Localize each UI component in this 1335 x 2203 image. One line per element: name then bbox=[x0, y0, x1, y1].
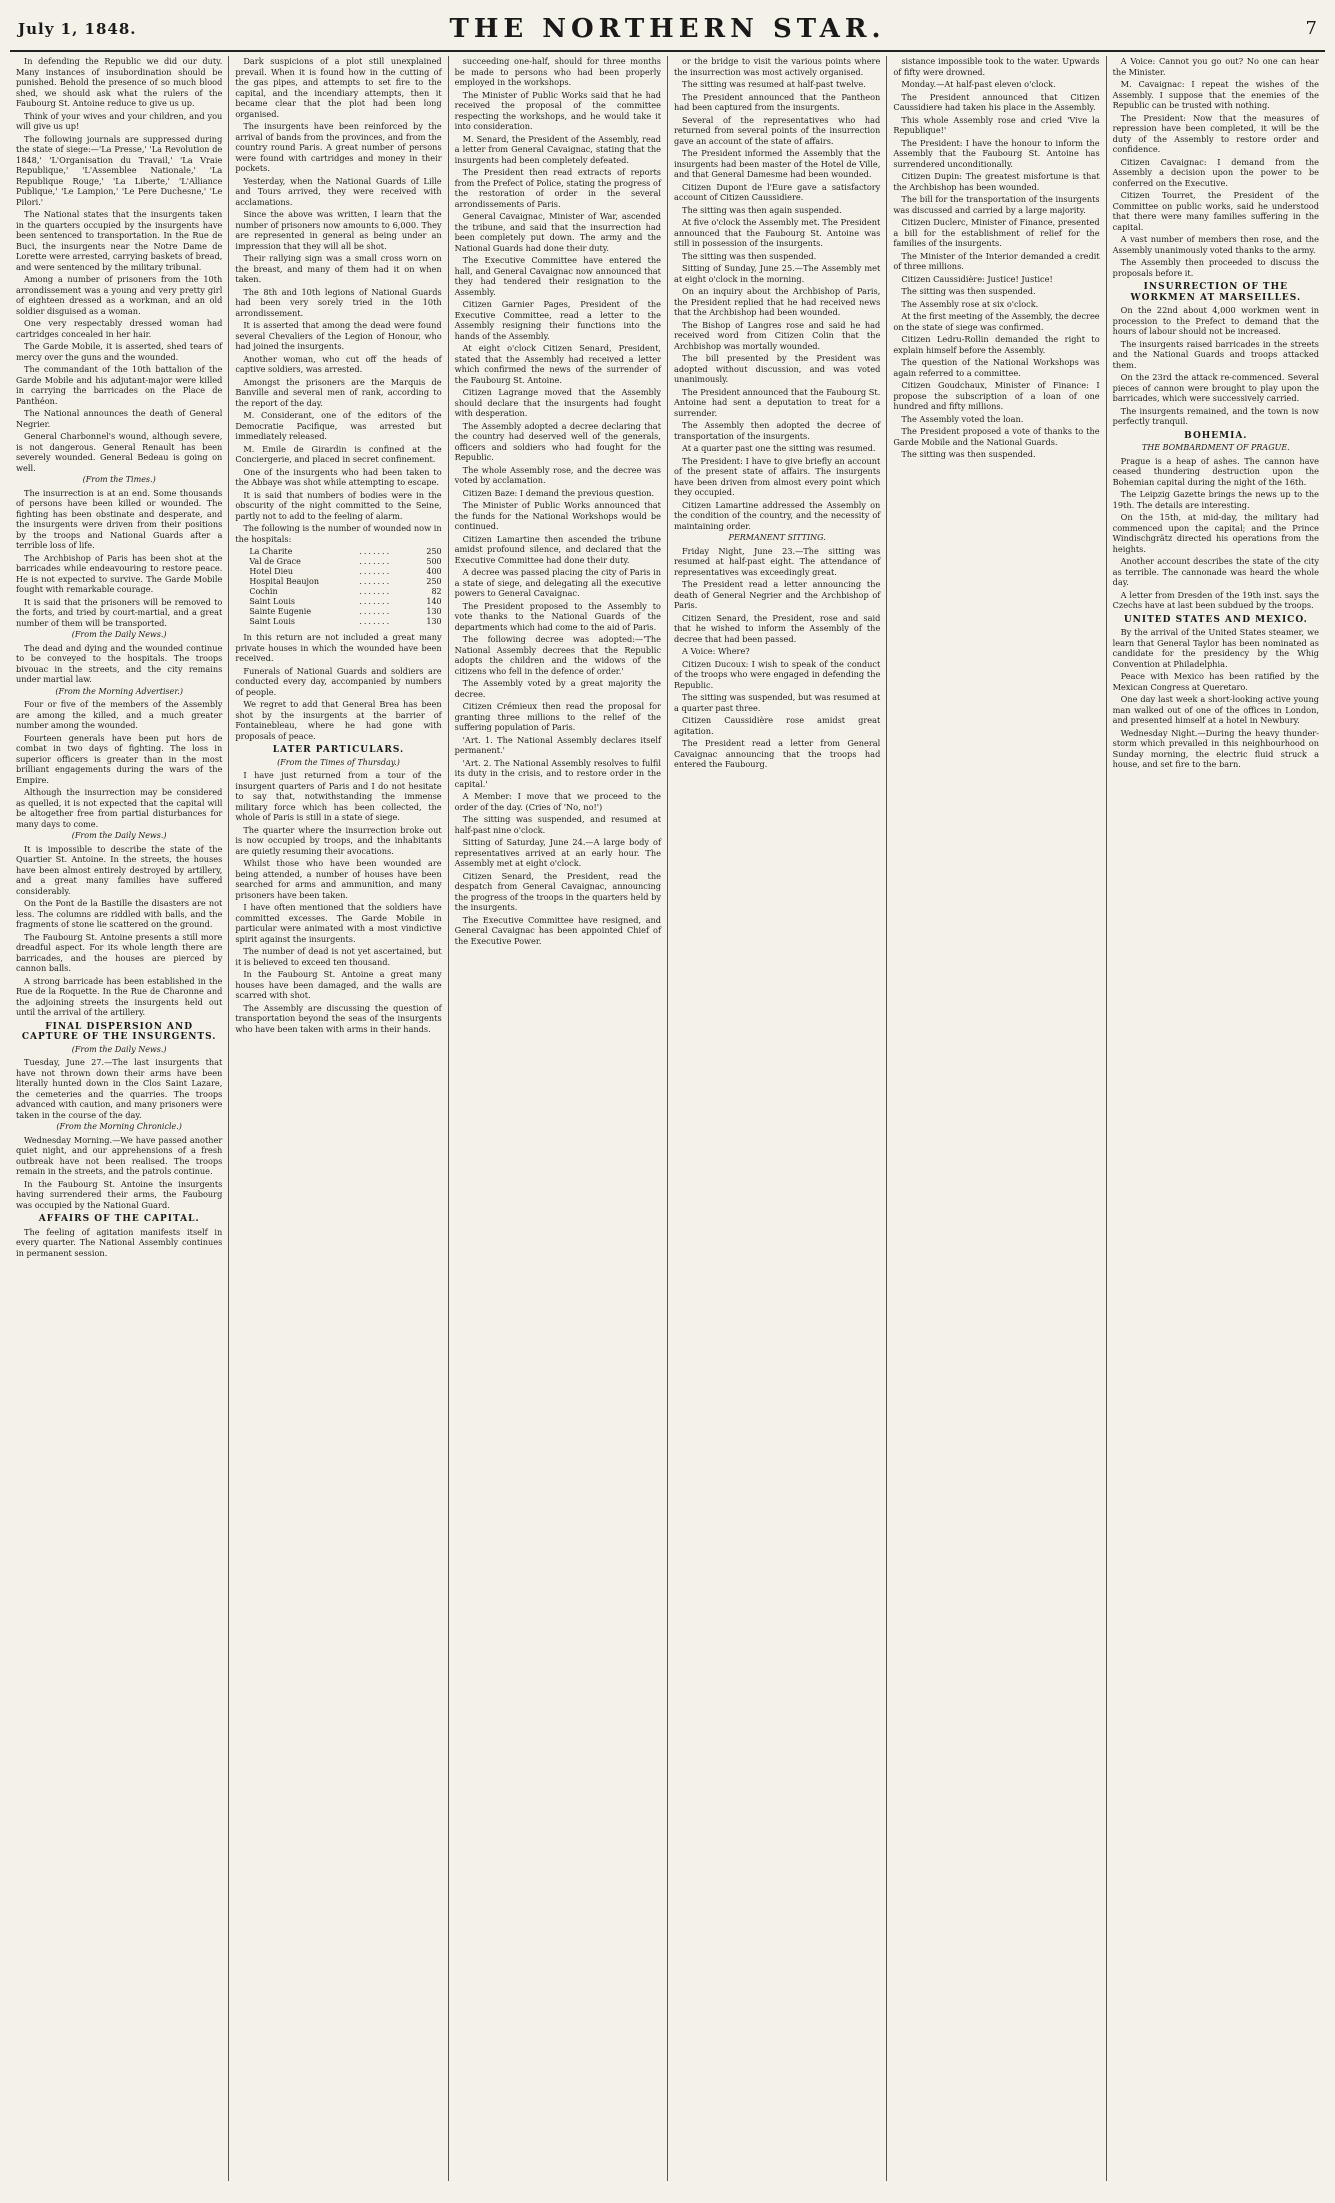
article-paragraph: The President read a letter from General Cavaignac announcing that the troops had entered the Faubourg. bbox=[673, 738, 881, 769]
article-paragraph: Citizen Dupont de l'Eure gave a satisfactory account of Citizen Caussidiere. bbox=[673, 181, 881, 202]
article-paragraph: Yesterday, when the National Guards of Lille and Tours arrived, they were received with acclamations. bbox=[235, 175, 442, 207]
leader-dots: ....... bbox=[359, 577, 392, 586]
article-paragraph: Whilst those who have been wounded are being attended, a number of houses have been searched for arms and ammunition, and many prisoners have been taken. bbox=[235, 858, 442, 900]
article-paragraph: Citizen Dupin: The greatest misfortune is that the Archbishop has been wounded. bbox=[893, 171, 1100, 192]
article-paragraph: Citizen Duclerc, Minister of Finance, presented a bill for the establishment of relief for the families of the insurgents. bbox=[893, 217, 1100, 248]
table-row bbox=[249, 607, 441, 617]
article-paragraph: Although the insurrection may be considered as quelled, it is not expected that the capital will be altogether free from partial disturbances for many days to come. bbox=[16, 787, 223, 829]
article-paragraph: 'Art. 2. The National Assembly resolves to fulfil its duty in the crisis, and to restore order in the capital.' bbox=[454, 757, 661, 789]
article-paragraph: M. Senard, the President of the Assembly, read a letter from General Cavaignac, stating that the insurgents had been completely defeated. bbox=[454, 133, 661, 165]
article-paragraph: The commandant of the 10th battalion of the Garde Mobile and his adjutant-major were killed in carrying the barricades on the Place de Panthéon. bbox=[16, 364, 223, 406]
article-paragraph: Citizen Ledru-Rollin demanded the right to explain himself before the Assembly. bbox=[893, 334, 1100, 355]
issue-date: July 1, 1848. bbox=[18, 20, 137, 38]
article-paragraph: The number of dead is not yet ascertained, but it is believed to exceed ten thousand. bbox=[235, 946, 442, 967]
article-paragraph: The sitting was then suspended. bbox=[901, 449, 1036, 459]
article-paragraph: Citizen Cavaignac: I demand from the Assembly a decision upon the power to be conferred on the Executive. bbox=[1112, 156, 1319, 188]
article-paragraph: In the Faubourg St. Antoine the insurgents having surrendered their arms, the Faubourg was occupied by the National Guard. bbox=[16, 1178, 223, 1210]
newspaper-page bbox=[10, 10, 1325, 2183]
text-column bbox=[10, 56, 229, 2181]
article-paragraph: The National states that the insurgents taken in the quarters occupied by the insurgents have been sentenced to transportation. In the Rue de Buci, the insurgents near the Notre Dame de Lorette were arrested, carrying baskets of bread, and were sentenced by the military tribunal. bbox=[16, 209, 223, 272]
section-heading: THE BOMBARDMENT OF PRAGUE. bbox=[1141, 443, 1290, 452]
article-paragraph: The Faubourg St. Antoine presents a still more dreadful aspect. For its whole length there are barricades, and the houses are pierced by cannon balls. bbox=[16, 931, 223, 973]
section-heading: (From the Times of Thursday.) bbox=[277, 757, 400, 767]
article-paragraph: The Garde Mobile, it is asserted, shed tears of mercy over the guns and the wounded. bbox=[16, 341, 223, 362]
masthead bbox=[10, 10, 1325, 52]
article-paragraph: Amongst the prisoners are the Marquis de Banville and several men of rank, according to the report of the day. bbox=[235, 376, 442, 408]
article-paragraph: The President announced that the Pantheon had been captured from the insurgents. bbox=[673, 91, 881, 112]
article-paragraph: This whole Assembly rose and cried 'Vive la Republique!' bbox=[893, 114, 1100, 135]
article-paragraph: Several of the representatives who had returned from several points of the insurrection gave an account of the state of affairs. bbox=[673, 114, 881, 146]
article-paragraph: The sitting was then suspended. bbox=[901, 286, 1036, 296]
article-paragraph: Tuesday, June 27.—The last insurgents that have not thrown down their arms have been literally hunted down in the Clos Saint Lazare, the cemeteries and the quarries. The troops advanced with caution, and many prisoners were taken in the course of the day. bbox=[16, 1057, 223, 1120]
article-paragraph: or the bridge to visit the various points where the insurrection was most actively organised. bbox=[673, 56, 881, 77]
leader-dots: ....... bbox=[359, 567, 392, 576]
wounded-count: 500 bbox=[426, 557, 442, 566]
article-paragraph: Citizen Tourret, the President of the Committee on public works, said he understood that there were many families suffering in the capital. bbox=[1112, 190, 1319, 232]
article-paragraph: Among a number of prisoners from the 10th arrondissement was a young and very pretty girl of eighteen dressed as a workman, and an old soldier disguised as a woman. bbox=[16, 274, 223, 316]
article-paragraph: At the first meeting of the Assembly, the decree on the state of siege was confirmed. bbox=[893, 311, 1100, 332]
article-paragraph: The President proposed a vote of thanks to the Garde Mobile and the National Guards. bbox=[893, 426, 1100, 447]
section-heading: LATER PARTICULARS. bbox=[272, 745, 405, 755]
article-paragraph: Dark suspicions of a plot still unexplained prevail. When it is found how in the cutting of the gas pipes, and attempts to set fire to the capital, and the incendiary attempts, then it became clear that the plot had been long organised. bbox=[235, 56, 442, 119]
article-paragraph: The sitting was resumed at half-past twelve. bbox=[681, 79, 866, 89]
article-paragraph: The insurgents have been reinforced by the arrival of bands from the provinces, and from the country round Paris. A great number of persons were found with cartridges and money in their pockets. bbox=[235, 121, 442, 173]
article-paragraph: The Leipzig Gazette brings the news up to the 19th. The details are interesting. bbox=[1112, 489, 1319, 510]
article-paragraph: General Charbonnel's wound, although severe, is not dangerous. General Renault has been severely wounded. General Bedeau is going on well. bbox=[16, 431, 223, 473]
hospital-name: Saint Louis bbox=[249, 617, 295, 626]
section-heading: (From the Morning Advertiser.) bbox=[55, 686, 183, 696]
table-row bbox=[249, 597, 441, 607]
article-paragraph: The insurrection is at an end. Some thousands of persons have been killed or wounded. The fighting has been obstinate and desperate, and the insurgents were driven from their positions by the troops and National Guards after a terrible loss of life. bbox=[16, 487, 223, 550]
hospital-table bbox=[249, 547, 441, 627]
table-row bbox=[249, 577, 441, 587]
article-paragraph: The dead and dying and the wounded continue to be conveyed to the hospitals. The troops bivouac in the streets, and the city remains under martial law. bbox=[16, 642, 223, 684]
article-paragraph: One of the insurgents who had been taken to the Abbaye was shot while attempting to escape. bbox=[235, 466, 442, 487]
article-paragraph: The President read a letter announcing the death of General Negrier and the Archbishop of Paris. bbox=[673, 579, 881, 610]
leader-dots: ....... bbox=[359, 587, 392, 596]
article-paragraph: On the 22nd about 4,000 workmen went in procession to the Prefect to demand that the hours of labour should not be increased. bbox=[1112, 305, 1319, 336]
article-paragraph: 'Art. 1. The National Assembly declares itself permanent.' bbox=[454, 734, 661, 755]
article-paragraph: The Assembly voted the loan. bbox=[901, 413, 1024, 424]
article-paragraph: One day last week a short-looking active young man walked out of one of the offices in London, and presented himself at a hotel in Newbury. bbox=[1112, 694, 1319, 725]
article-paragraph: Think of your wives and your children, and you will give us up! bbox=[16, 110, 223, 131]
article-paragraph: Citizen Senard, the President, read the despatch from General Cavaignac, announcing the progress of the troops in the quarters held by the insurgents. bbox=[454, 870, 661, 912]
article-paragraph: Citizen Baze: I demand the previous question. bbox=[462, 487, 655, 498]
section-heading: (From the Daily News.) bbox=[71, 831, 167, 840]
article-paragraph: Another woman, who cut off the heads of captive soldiers, was arrested. bbox=[235, 353, 442, 374]
article-paragraph: The bill presented by the President was adopted without discussion, and was voted unanimously. bbox=[673, 353, 881, 384]
section-heading: (From the Daily News.) bbox=[71, 630, 167, 639]
article-paragraph: In defending the Republic we did our duty. Many instances of insubordination should be punished. Behold the presence of so much blood shed, we should ask what the rulers of the Faubourg St. Antoine reduce to give us up. bbox=[16, 56, 223, 108]
section-heading: FINAL DISPERSION AND CAPTURE OF THE INSURGENTS. bbox=[21, 1021, 217, 1042]
article-paragraph: Citizen Goudchaux, Minister of Finance: I propose the subscription of a loan of one hundred and fifty millions. bbox=[893, 380, 1100, 411]
hospital-name: Hospital Beaujon bbox=[249, 577, 319, 586]
section-heading: PERMANENT SITTING. bbox=[728, 533, 826, 542]
article-paragraph: The Minister of Public Works said that he had received the proposal of the committee respecting the workshops, and he would take it into consideration. bbox=[454, 89, 661, 131]
article-paragraph: It is asserted that among the dead were found several Chevaliers of the Legion of Honour, who had joined the insurgents. bbox=[235, 320, 442, 351]
wounded-count: 82 bbox=[431, 587, 442, 596]
article-paragraph: The sitting was then again suspended. bbox=[681, 204, 842, 215]
article-paragraph: Friday Night, June 23.—The sitting was resumed at half-past eight. The attendance of representatives was exceedingly great. bbox=[673, 545, 881, 577]
article-paragraph: Citizen Caussidière rose amidst great agitation. bbox=[673, 715, 881, 736]
article-paragraph: Peace with Mexico has been ratified by the Mexican Congress at Queretaro. bbox=[1112, 671, 1319, 692]
section-heading: UNITED STATES AND MEXICO. bbox=[1123, 614, 1308, 625]
article-paragraph: Monday.—At half-past eleven o'clock. bbox=[901, 79, 1056, 89]
leader-dots: ....... bbox=[359, 617, 392, 626]
section-heading: (From the Daily News.) bbox=[71, 1044, 167, 1054]
article-paragraph: I have often mentioned that the soldiers have committed excesses. The Garde Mobile in particular were animated with a most vindictive spirit against the insurgents. bbox=[235, 902, 442, 944]
article-paragraph: The Assembly then adopted the decree of transportation of the insurgents. bbox=[673, 420, 881, 441]
article-paragraph: On the 15th, at mid-day, the military had commenced upon the capital; and the Prince Windischgrätz directed his operations from the heights. bbox=[1112, 512, 1319, 554]
article-paragraph: A Voice: Where? bbox=[681, 646, 750, 656]
leader-dots: ....... bbox=[359, 607, 392, 616]
article-paragraph: Four or five of the members of the Assembly are among the killed, and a much greater number among the wounded. bbox=[16, 699, 223, 730]
article-paragraph: A decree was passed placing the city of Paris in a state of siege, and delegating all the executive powers to General Cavaignac. bbox=[454, 567, 661, 598]
article-paragraph: It is said that numbers of bodies were in the obscurity of the night committed to the Seine, partly not to add to the feeling of alarm. bbox=[235, 489, 442, 521]
article-paragraph: The National announces the death of General Negrier. bbox=[16, 408, 223, 429]
article-paragraph: Citizen Garnier Pages, President of the Executive Committee, read a letter to the Assembly resigning their functions into the hands of the Assembly. bbox=[454, 299, 661, 341]
text-column bbox=[449, 56, 668, 2181]
article-paragraph: A Voice: Cannot you go out? No one can hear the Minister. bbox=[1112, 56, 1319, 77]
article-paragraph: Another account describes the state of the city as terrible. The cannonade was heard the whole day. bbox=[1112, 556, 1319, 587]
article-paragraph: The Assembly then proceeded to discuss the proposals before it. bbox=[1112, 257, 1319, 278]
table-row bbox=[249, 587, 441, 597]
wounded-count: 130 bbox=[426, 607, 442, 616]
article-paragraph: Sitting of Saturday, June 24.—A large body of representatives arrived at an early hour. The Assembly met at eight o'clock. bbox=[454, 837, 661, 868]
article-paragraph: The Minister of the Interior demanded a credit of three millions. bbox=[893, 250, 1100, 271]
hospital-name: Val de Grace bbox=[249, 557, 301, 566]
article-paragraph: At eight o'clock Citizen Senard, President, stated that the Assembly had received a letter which confirmed the news of the surrender of the Faubourg St. Antoine. bbox=[454, 343, 661, 385]
article-paragraph: A strong barricade has been established in the Rue de la Roquette. In the Rue de Charonne and the adjoining streets the insurgents held out until the arrival of the artillery. bbox=[16, 975, 223, 1017]
article-paragraph: Citizen Caussidière: Justice! Justice! bbox=[901, 273, 1053, 284]
article-paragraph: Citizen Crémieux then read the proposal for granting three millions to the relief of the suffering population of Paris. bbox=[454, 701, 661, 732]
article-paragraph: The Assembly rose at six o'clock. bbox=[901, 298, 1039, 309]
article-paragraph: I have just returned from a tour of the insurgent quarters of Paris and I do not hesitate to say that, notwithstanding the immense military force which has been collected, the whole of Paris is still in a state of siege. bbox=[235, 770, 442, 822]
article-paragraph: Citizen Lamartine then ascended the tribune amidst profound silence, and declared that the Executive Committee had done their duty. bbox=[454, 533, 661, 565]
article-paragraph: The following is the number of wounded now in the hospitals: bbox=[235, 523, 442, 544]
article-paragraph: On an inquiry about the Archbishop of Paris, the President replied that he had received news that the Archbishop had been wounded. bbox=[673, 286, 881, 317]
section-heading: BOHEMIA. bbox=[1184, 430, 1248, 441]
article-paragraph: A Member: I move that we proceed to the order of the day. (Cries of 'No, no!') bbox=[454, 791, 661, 812]
article-paragraph: M. Considerant, one of the editors of the Democratie Pacifique, was arrested but immediately released. bbox=[235, 410, 442, 441]
wounded-count: 250 bbox=[426, 577, 442, 586]
article-paragraph: Fourteen generals have been put hors de combat in two days of fighting. The loss in superior officers is greater than in the most brilliant engagements during the wars of the Empire. bbox=[16, 732, 223, 785]
article-paragraph: The insurgents raised barricades in the streets and the National Guards and troops attacked them. bbox=[1112, 338, 1319, 370]
article-paragraph: One very respectably dressed woman had cartridges concealed in her hair. bbox=[16, 318, 223, 339]
wounded-count: 140 bbox=[426, 597, 442, 606]
text-column bbox=[668, 56, 887, 2181]
article-paragraph: The President then read extracts of reports from the Prefect of Police, stating the progress of the restoration of order in the several arrondissements of Paris. bbox=[454, 167, 661, 209]
article-columns bbox=[10, 56, 1325, 2181]
hospital-name: Hotel Dieu bbox=[249, 567, 294, 576]
article-paragraph: In this return are not included a great many private houses in which the wounded have been received. bbox=[235, 632, 442, 663]
article-paragraph: The sitting was suspended, but was resumed at a quarter past three. bbox=[673, 692, 881, 713]
article-paragraph: It is said that the prisoners will be removed to the forts, and tried by court-martial, and a great number of them will be transported. bbox=[16, 596, 223, 628]
article-paragraph: Citizen Lagrange moved that the Assembly should declare that the insurgents had fought with desperation. bbox=[454, 387, 661, 418]
article-paragraph: A vast number of members then rose, and the Assembly unanimously voted thanks to the army. bbox=[1112, 234, 1319, 255]
article-paragraph: It is impossible to describe the state of the Quartier St. Antoine. In the streets, the houses have been almost entirely destroyed by artillery, and a great many families have suffered considerably. bbox=[16, 843, 223, 896]
article-paragraph: Citizen Ducoux: I wish to speak of the conduct of the troops who were engaged in defending the Republic. bbox=[673, 658, 881, 690]
article-paragraph: Since the above was written, I learn that the number of prisoners now amounts to 6,000. They are represented in general as being under an impression that they will all be shot. bbox=[235, 209, 442, 251]
section-heading: INSURRECTION OF THE WORKMEN AT MARSEILLES. bbox=[1130, 282, 1302, 303]
leader-dots: ....... bbox=[359, 597, 392, 606]
wounded-count: 130 bbox=[426, 617, 442, 626]
section-heading: AFFAIRS OF THE CAPITAL. bbox=[38, 1214, 200, 1224]
article-paragraph: M. Cavaignac: I repeat the wishes of the Assembly. I suppose that the enemies of the Republic can be trusted with nothing. bbox=[1112, 79, 1319, 110]
article-paragraph: The sitting was suspended, and resumed at half-past nine o'clock. bbox=[454, 814, 661, 835]
article-paragraph: succeeding one-half, should for three months be made to persons who had been properly employed in the workshops. bbox=[454, 56, 661, 87]
article-paragraph: The President informed the Assembly that the insurgents had been master of the Hotel de Ville, and that General Damesme had been wounded. bbox=[673, 148, 881, 179]
article-paragraph: The insurgents remained, and the town is now perfectly tranquil. bbox=[1112, 405, 1319, 426]
article-paragraph: General Cavaignac, Minister of War, ascended the tribune, and said that the insurrection had been completely put down. The army and the National Guards had done their duty. bbox=[454, 211, 661, 253]
article-paragraph: The President announced that the Faubourg St. Antoine had sent a deputation to treat for a surrender. bbox=[673, 386, 881, 418]
article-paragraph: The Minister of Public Works announced that the funds for the National Workshops would be continued. bbox=[454, 500, 661, 531]
article-paragraph: The whole Assembly rose, and the decree was voted by acclamation. bbox=[454, 464, 661, 485]
article-paragraph: The President: I have the honour to inform the Assembly that the Faubourg St. Antoine has surrendered unconditionally. bbox=[893, 137, 1100, 169]
article-paragraph: In the Faubourg St. Antoine a great many houses have been damaged, and the walls are scarred with shot. bbox=[235, 969, 442, 1000]
hospital-name: Saint Louis bbox=[249, 597, 295, 606]
wounded-count: 400 bbox=[426, 567, 442, 576]
table-row bbox=[249, 547, 441, 557]
article-paragraph: The bill for the transportation of the insurgents was discussed and carried by a large majority. bbox=[893, 194, 1100, 215]
article-paragraph: The Bishop of Langres rose and said he had received word from Citizen Colin that the Archbishop was mortally wounded. bbox=[673, 319, 881, 351]
wounded-count: 250 bbox=[426, 547, 442, 556]
hospital-name: Sainte Eugenie bbox=[249, 607, 312, 616]
article-paragraph: On the Pont de la Bastille the disasters are not less. The columns are riddled with balls, and the fragments of stone lie scattered on the ground. bbox=[16, 898, 223, 929]
article-paragraph: The following decree was adopted:—'The National Assembly decrees that the Republic adopts the children and the widows of the citizens who fell in the defence of order.' bbox=[454, 634, 661, 676]
text-column bbox=[887, 56, 1106, 2181]
article-paragraph: By the arrival of the United States steamer, we learn that General Taylor has been nominated as candidate for the presidency by the Whig Convention at Philadelphia. bbox=[1112, 627, 1319, 669]
article-paragraph: Funerals of National Guards and soldiers are conducted every day, accompanied by numbers of people. bbox=[235, 665, 442, 697]
article-paragraph: The President: Now that the measures of repression have been completed, it will be the duty of the Assembly to restore order and confidence. bbox=[1112, 112, 1319, 154]
section-heading: (From the Morning Chronicle.) bbox=[56, 1122, 182, 1131]
article-paragraph: The feeling of agitation manifests itself in every quarter. The National Assembly continues in permanent session. bbox=[16, 1226, 223, 1258]
page-number: 7 bbox=[1305, 18, 1317, 39]
article-paragraph: The Assembly are discussing the question of transportation beyond the seas of the insurgents who have been taken with arms in their hands. bbox=[235, 1002, 442, 1034]
article-paragraph: The Assembly adopted a decree declaring that the country had deserved well of the generals, officers and soldiers who had fought for the Republic. bbox=[454, 420, 661, 462]
section-heading: (From the Times.) bbox=[82, 475, 156, 484]
article-paragraph: The Executive Committee have resigned, and General Cavaignac has been appointed Chief of the Executive Power. bbox=[454, 914, 661, 946]
text-column bbox=[229, 56, 448, 2181]
text-column bbox=[1107, 56, 1325, 2181]
table-row bbox=[249, 567, 441, 577]
table-row bbox=[249, 557, 441, 567]
article-paragraph: The sitting was then suspended. bbox=[681, 250, 817, 261]
leader-dots: ....... bbox=[359, 557, 392, 566]
article-paragraph: The question of the National Workshops was again referred to a committee. bbox=[893, 357, 1100, 378]
leader-dots: ....... bbox=[359, 547, 392, 556]
article-paragraph: Their rallying sign was a small cross worn on the breast, and many of them had it on when taken. bbox=[235, 253, 442, 284]
article-paragraph: We regret to add that General Brea has been shot by the insurgents at the barrier of Fontainebleau, where he had gone with proposals of peace. bbox=[235, 699, 442, 741]
article-paragraph: Wednesday Morning.—We have passed another quiet night, and our apprehensions of a fresh outbreak have not been realised. The troops remain in the streets, and the patrols continue. bbox=[16, 1134, 223, 1176]
article-paragraph: M. Emile de Girardin is confined at the Conciergerie, and placed in secret confinement. bbox=[235, 443, 442, 464]
article-paragraph: A letter from Dresden of the 19th inst. says the Czechs have at last been subdued by the troops. bbox=[1112, 589, 1319, 610]
article-paragraph: Sitting of Sunday, June 25.—The Assembly met at eight o'clock in the morning. bbox=[673, 263, 881, 284]
article-paragraph: The 8th and 10th legions of National Guards had been very sorely tried in the 10th arrondissement. bbox=[235, 286, 442, 318]
hospital-name: Cochin bbox=[249, 587, 278, 596]
article-paragraph: At five o'clock the Assembly met. The President announced that the Faubourg St. Antoine was still in possession of the insurgents. bbox=[673, 217, 881, 248]
article-paragraph: The Executive Committee have entered the hall, and General Cavaignac now announced that they had tendered their resignation to the Assembly. bbox=[454, 255, 661, 297]
article-paragraph: sistance impossible took to the water. Upwards of fifty were drowned. bbox=[893, 56, 1100, 77]
article-paragraph: The President announced that Citizen Caussidiere had taken his place in the Assembly. bbox=[893, 91, 1100, 112]
article-paragraph: Citizen Senard, the President, rose and said that he wished to inform the Assembly of the decree that had been passed. bbox=[673, 612, 881, 644]
article-paragraph: The President: I have to give briefly an account of the present state of affairs. The insurgents have been driven from almost every point which they occupied. bbox=[673, 455, 881, 497]
article-paragraph: The following journals are suppressed during the state of siege:—'La Presse,' 'La Revolution de 1848,' 'L'Organisation du Travail,' 'La Vraie Republique,' 'L'Assemblee Nationale,' 'La Republique Rouge,' 'La Liberte,' 'L'Alliance Publique,' 'Le Lampion,' 'Le Pere Duchesne,' 'Le Pilori.' bbox=[16, 133, 223, 207]
hospital-name: La Charite bbox=[249, 547, 293, 556]
article-paragraph: On the 23rd the attack re-commenced. Several pieces of cannon were brought to play upon the barricades, which were successively carried. bbox=[1112, 372, 1319, 403]
article-paragraph: The President proposed to the Assembly to vote thanks to the National Guards of the departments which had come to the aid of Paris. bbox=[454, 600, 661, 632]
article-paragraph: Wednesday Night.—During the heavy thunder-storm which prevailed in this neighbourhood on Sunday morning, the electric fluid struck a house, and set fire to the barn. bbox=[1112, 727, 1319, 769]
article-paragraph: The Assembly voted by a great majority the decree. bbox=[454, 678, 661, 699]
article-paragraph: Citizen Lamartine addressed the Assembly on the condition of the country, and the necessity of maintaining order. bbox=[673, 499, 881, 531]
article-paragraph: Prague is a heap of ashes. The cannon have ceased thundering destruction upon the Bohemian capital during the night of the 16th. bbox=[1112, 455, 1319, 487]
article-paragraph: The Archbishop of Paris has been shot at the barricades while endeavouring to restore peace. He is not expected to survive. The Garde Mobile fought with remarkable courage. bbox=[16, 552, 223, 594]
table-row bbox=[249, 617, 441, 627]
newspaper-title: THE NORTHERN STAR. bbox=[449, 14, 886, 44]
article-paragraph: At a quarter past one the sitting was resumed. bbox=[681, 443, 876, 453]
article-paragraph: The quarter where the insurrection broke out is now occupied by troops, and the inhabitants are quietly resuming their avocations. bbox=[235, 824, 442, 856]
